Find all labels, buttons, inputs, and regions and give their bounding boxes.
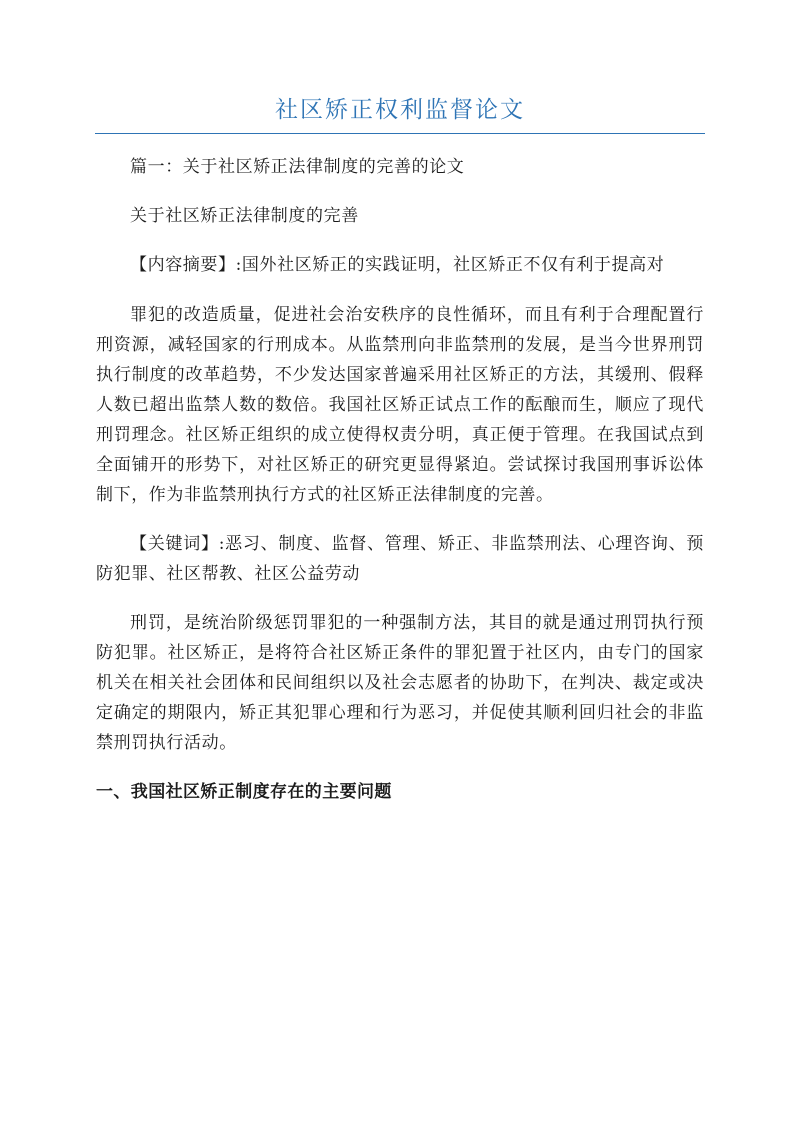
definition-paragraph: 刑罚，是统治阶级惩罚罪犯的一种强制方法，其目的就是通过刑罚执行预防犯罪。社区矫正，是将符合社区矫正条件的罪犯置于社区内，由专门的国家机关在相关社会团体和民间组织以及社会志愿者的协助下，在判决、裁定或决定确定的期限内，矫正其犯罪心理和行为恶习，并促使其顺利回归社会的非监禁刑罚执行活动。 — [96, 613, 704, 753]
abstract-first-line: 【内容摘要】:国外社区矫正的实践证明，社区矫正不仅有利于提高对 — [130, 255, 665, 275]
section-heading: 一、我国社区矫正制度存在的主要问题 — [96, 782, 392, 802]
subtitle-paragraph: 篇一：关于社区矫正法律制度的完善的论文 — [130, 157, 465, 177]
title-underline — [95, 133, 705, 134]
document-body — [96, 152, 704, 807]
abstract-paragraph: 罪犯的改造质量，促进社会治安秩序的良性循环，而且有利于合理配置行刑资源，减轻国家的行刑成本。从监禁刑向非监禁刑的发展，是当今世界刑罚执行制度的改革趋势，不少发达国家普遍采用社区矫正的方法，其缓刑、假释人数已超出监禁人数的数倍。我国社区矫正试点工作的酝酿而生，顺应了现代刑罚理念。社区矫正组织的成立使得权责分明，真正便于管理。在我国试点到全面铺开的形势下，对社区矫正的研究更显得紧迫。尝试探讨我国刑事诉讼体制下，作为非监禁刑执行方式的社区矫正法律制度的完善。 — [96, 305, 704, 505]
article-heading: 关于社区矫正法律制度的完善 — [130, 206, 359, 226]
document-title: 社区矫正权利监督论文 — [275, 97, 525, 123]
keywords-paragraph: 【关键词】:恶习、制度、监督、管理、矫正、非监禁刑法、心理咨询、预防犯罪、社区帮教、社区公益劳动 — [96, 534, 704, 584]
